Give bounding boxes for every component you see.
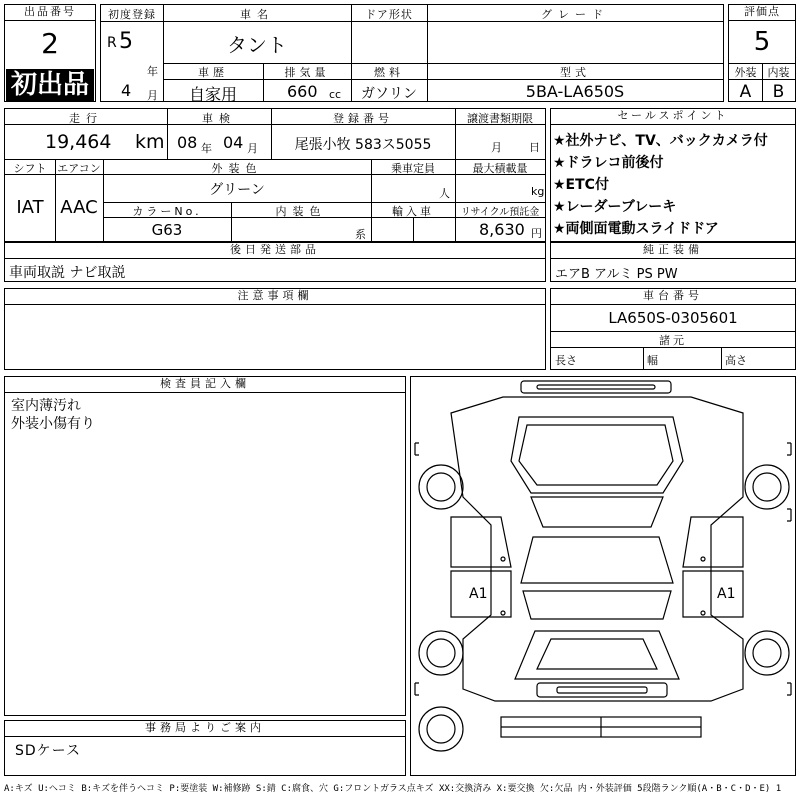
transfer-day-unit: 日 (529, 141, 540, 154)
width-label: 幅 (647, 354, 658, 367)
aircon-value: AAC (60, 197, 98, 218)
interior-color-label: 内装色 (275, 205, 327, 218)
import-label: 輸入車 (392, 205, 434, 218)
vehicle-detail-box (4, 108, 546, 242)
shift-label: シフト (13, 162, 47, 175)
recycle-label: リサイクル預託金 (460, 207, 540, 218)
maxload-unit: kg (531, 185, 545, 198)
chassis-box (550, 288, 796, 370)
equipment-box (550, 242, 796, 282)
score-value: 5 (753, 27, 771, 57)
sales-point-2: ★ドラレコ前後付 (553, 155, 664, 171)
history-value: 自家用 (188, 85, 237, 104)
chassis-value: LA650S-0305601 (608, 309, 738, 327)
door-label: ドア形状 (365, 8, 413, 21)
fuel-label: 燃料 (374, 66, 404, 79)
score-label: 評価点 (729, 5, 795, 21)
lot-number: 2 (41, 27, 59, 60)
yen-unit: 円 (531, 227, 542, 240)
transfer-month-unit: 月 (491, 141, 502, 154)
notes-box (4, 288, 546, 370)
first-reg-label: 初度登録 (108, 8, 156, 21)
grade-label: グレード (541, 8, 609, 21)
parts-box (4, 242, 546, 282)
office-value: SDケース (15, 743, 81, 759)
inspector-box (4, 376, 406, 716)
sales-point-5: ★両側面電動スライドドア (553, 221, 719, 237)
month-unit: 月 (147, 89, 158, 102)
aircon-label: エアコン (57, 162, 101, 175)
office-label: 事務局よりご案内 (5, 721, 405, 737)
model-value: 5BA-LA650S (525, 82, 625, 101)
insp-month-unit: 月 (247, 142, 258, 155)
reg-year: 5 (119, 29, 133, 54)
km-unit: km (135, 131, 165, 153)
inspector-note-1: 室内薄汚れ (11, 398, 81, 414)
model-label: 型式 (560, 66, 590, 79)
displacement-label: 排気量 (284, 66, 330, 79)
sales-points-box (550, 108, 796, 242)
equipment-label: 純正装備 (551, 243, 795, 259)
height-label: 高さ (725, 354, 747, 367)
damage-diagram (410, 376, 796, 776)
notes-label: 注意事項欄 (5, 289, 545, 305)
shift-value: IAT (16, 197, 44, 218)
color-no-value: G63 (151, 221, 183, 239)
inspector-note-2: 外装小傷有り (11, 416, 95, 432)
mileage-label: 走行 (69, 112, 103, 125)
int-label: 内装 (767, 66, 790, 79)
car-name: タント (227, 33, 287, 57)
lot-box (4, 4, 96, 102)
displacement-value: 660 (287, 82, 318, 101)
cc-unit: cc (329, 88, 342, 101)
insp-year: 08 (177, 133, 198, 152)
car-info-box (100, 4, 724, 102)
damage-mark-left: A1 (469, 586, 488, 602)
interior-unit: 系 (355, 228, 366, 241)
sales-point-4: ★レーダーブレーキ (553, 199, 677, 215)
capacity-unit: 人 (439, 187, 450, 200)
inspector-label: 検査員記入欄 (5, 377, 405, 393)
parts-value: 車両取説 ナビ取説 (9, 265, 126, 281)
mileage-value: 19,464 (45, 131, 112, 153)
reg-month: 4 (121, 81, 132, 100)
color-no-label: カラーNo. (132, 205, 202, 218)
color-value: グリーン (209, 182, 265, 198)
plate-label: 登録番号 (333, 112, 393, 125)
history-label: 車歴 (198, 66, 228, 79)
sales-point-1: ★社外ナビ、TV、バックカメラ付 (553, 133, 768, 149)
sales-point-3: ★ETC付 (553, 177, 609, 193)
transfer-label: 譲渡書類期限 (467, 112, 533, 125)
inspection-label: 車検 (202, 112, 236, 125)
year-unit: 年 (147, 65, 158, 78)
damage-mark-right: A1 (717, 586, 736, 602)
sales-points-label: セールスポイント (551, 109, 795, 125)
color-label: 外装色 (211, 162, 263, 175)
ext-label: 外装 (734, 66, 757, 79)
recycle-value: 8,630 (479, 220, 525, 239)
insp-month: 04 (223, 133, 244, 152)
fuel-value: ガソリン (361, 86, 417, 102)
lot-label: 出品番号 (5, 5, 95, 21)
capacity-label: 乗車定員 (391, 162, 435, 175)
dims-label: 諸元 (659, 334, 687, 347)
equipment-value: エアB アルミ PS PW (555, 267, 678, 282)
length-label: 長さ (555, 354, 577, 367)
score-box (728, 4, 796, 102)
insp-year-unit: 年 (201, 142, 212, 155)
car-outline-diagram (411, 377, 795, 775)
maxload-label: 最大積載量 (472, 162, 528, 175)
ext-grade: A (739, 82, 752, 102)
office-box (4, 720, 406, 776)
era-label: R (107, 35, 117, 51)
legend-text: A:キズ U:ヘコミ B:キズを伴うヘコミ P:要塗装 W:補修跡 S:錆 C:腐食、穴 G:フロントガラス点キズ XX:交換済み X:要交換 欠:欠品 内・外装評価 5段階ランク順(A・B・C・D・E) 1 (4, 784, 782, 794)
int-grade: B (772, 82, 785, 102)
plate-value: 尾張小牧 583ス5055 (294, 137, 432, 153)
car-name-label: 車名 (240, 8, 274, 21)
chassis-label: 車台番号 (551, 289, 795, 305)
parts-label: 後日発送部品 (5, 243, 545, 259)
first-listing-badge: 初出品 (6, 69, 94, 101)
